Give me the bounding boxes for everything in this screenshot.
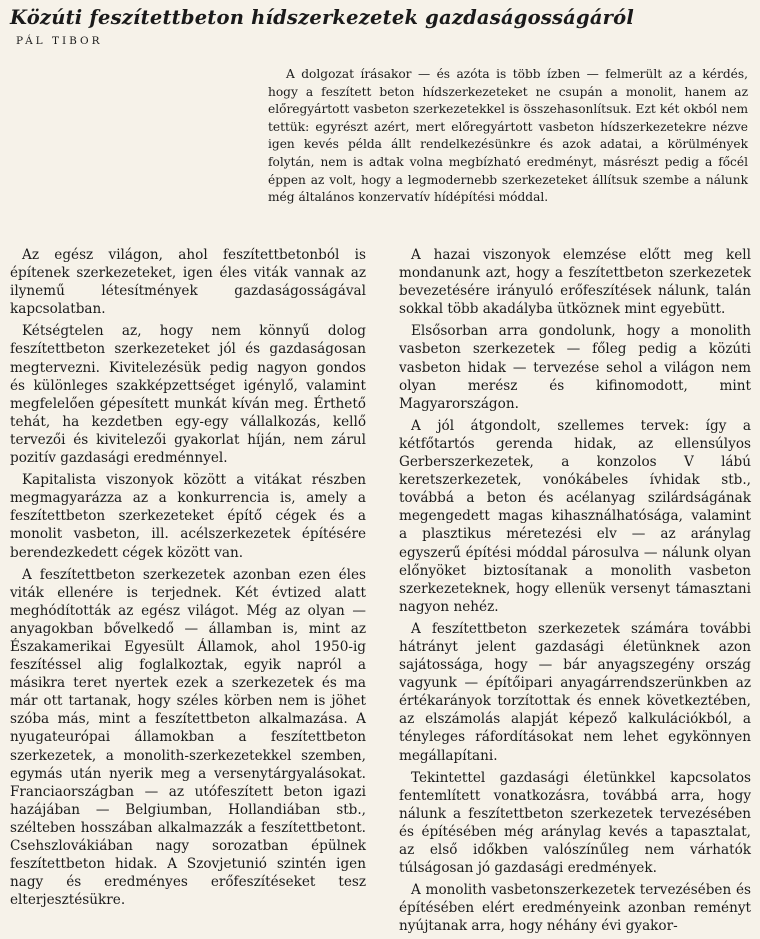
body-paragraph: A jól átgondolt, szellemes tervek: így a kétfőtartós gerenda hidak, az ellensúlyos Gerberszerkezetek, a konzolos V lábú keretszerkezetek, vonókábeles ívhidak stb., továbbá a beton és acélanyag szilárdságának megengedett magas kihasználhatósága, valamint a plasztikus méretezési elv — az aránylag egyszerű építési móddal párosulva — nálunk olyan előnyöket biztosítanak a monolith vasbeton szerkezeteknek, hogy ellenük versenyt támasztani nagyon nehéz.	[399, 417, 751, 615]
right-column	[399, 246, 751, 939]
body-paragraph: Az egész világon, ahol feszítettbetonból is építenek szerkezeteket, igen éles viták vannak az ilynemű létesítmények gazdaságosságával kapcsolatban.	[10, 247, 366, 318]
body-paragraph: Elsősorban arra gondolunk, hogy a monolith vasbeton szerkezetek — főleg pedig a közúti vasbeton hidak — tervezése sehol a világon nem olyan merész és kifinomodott, mint Magyarországon.	[399, 323, 751, 412]
article-title: Közúti feszítettbeton hídszerkezetek gazdaságosságáról	[10, 6, 634, 29]
left-column	[10, 246, 366, 913]
author-name: PÁL TIBOR	[16, 35, 103, 47]
body-paragraph: A hazai viszonyok elemzése előtt meg kell mondanunk azt, hogy a feszítettbeton szerkezetek bevezetésére irányuló erőfeszítések nálunk, talán sokkal több akadályba ütköznek mint egyebütt.	[399, 247, 751, 318]
body-paragraph: Tekintettel gazdasági életünkkel kapcsolatos fentemlített vonatkozásra, továbbá arra, hogy nálunk a feszítettbeton szerkezetek tervezésében és építésében még aránylag kevés a tapasztalat, az első időkben valószínűleg nem várhatók túlságosan jó gazdasági eredmények.	[399, 769, 751, 877]
body-paragraph: Kapitalista viszonyok között a vitákat részben megmagyarázza az a konkurrencia is, amely a feszítettbeton szerkezeteket építő cégek és a monolit vasbeton, ill. acélszerkezetek építésére berendezkedett cégek között van.	[10, 472, 366, 561]
body-paragraph: A feszítettbeton szerkezetek azonban ezen éles viták ellenére is terjednek. Két évtized alatt meghódították az egész világot. Még az olyan — anyagokban bővelkedő — államban is, mint az Északamerikai Egyesült Államok, ahol 1950-ig feszítéssel alig foglalkoztak, egyik napról a másikra teret nyertek ezek a szerkezetek és ma már ott tartanak, hogy széles körben nem is jöhet szóba más, mint a feszítettbeton alkalmazása. A nyugateurópai államokban a feszítettbeton szerkezetek, a monolith-szerkezetekkel szemben, egymás után nyerik meg a versenytárgyalásokat. Franciaországban — az utófeszített beton igazi hazájában — Belgiumban, Hollandiában stb., szélteben hosszában alkalmazzák a feszítettbetont. Csehszlovákiában nagy sorozatban épülnek feszítettbeton hidak. A Szovjetunió szintén igen nagy és eredményes erőfeszítéseket tesz elterjesztésükre.	[10, 566, 366, 909]
body-paragraph: Kétségtelen az, hogy nem könnyű dolog feszítettbeton szerkezeteket jól és gazdaságosan megtervezni. Kivitelezésük pedig nagyon gondos és különleges szakképzettséget igénylő, valamint megfelelően gépesített munkát kíván meg. Érthető tehát, ha kezdetben egy-egy vállalkozás, kellő tervezői és kivitelezői gyakorlat híján, nem zárul pozitív gazdasági eredménnyel.	[10, 323, 366, 467]
body-paragraph: A monolith vasbetonszerkezetek tervezésében és építésében elért eredményeink azonban reményt nyújtanak arra, hogy néhány évi gyakor-	[399, 882, 751, 935]
body-paragraph: A feszítettbeton szerkezetek számára további hátrányt jelent gazdasági életünknek azon sajátossága, hogy — bár anyagszegény ország vagyunk — építőipari anyagárrendszerünkben az értékarányok torzítottak és ennek következtében, az elszámolás alapját képező kalkulációkból, a tényleges ráfordításokat nem lehet egykönnyen megállapítani.	[399, 620, 751, 764]
abstract-paragraph: A dolgozat írásakor — és azóta is több ízben — felmerült az a kérdés, hogy a feszített beton hídszerkezeteket ne csupán a monolit, hanem az előregyártott vasbeton szerkezetekkel is összehasonlítsuk. Ezt két okból nem tettük: egyrészt azért, mert előregyártott vasbeton hídszerkezetekre nézve igen kevés példa állt rendelkezésünkre és azok adatai, a körülmények folytán, nem is adtak volna megbízható eredményt, másrészt pedig a főcél éppen az volt, hogy a legmodernebb szerkezeteket állítsuk szembe a nálunk még általános konzervatív hídépítési móddal.	[268, 67, 748, 205]
